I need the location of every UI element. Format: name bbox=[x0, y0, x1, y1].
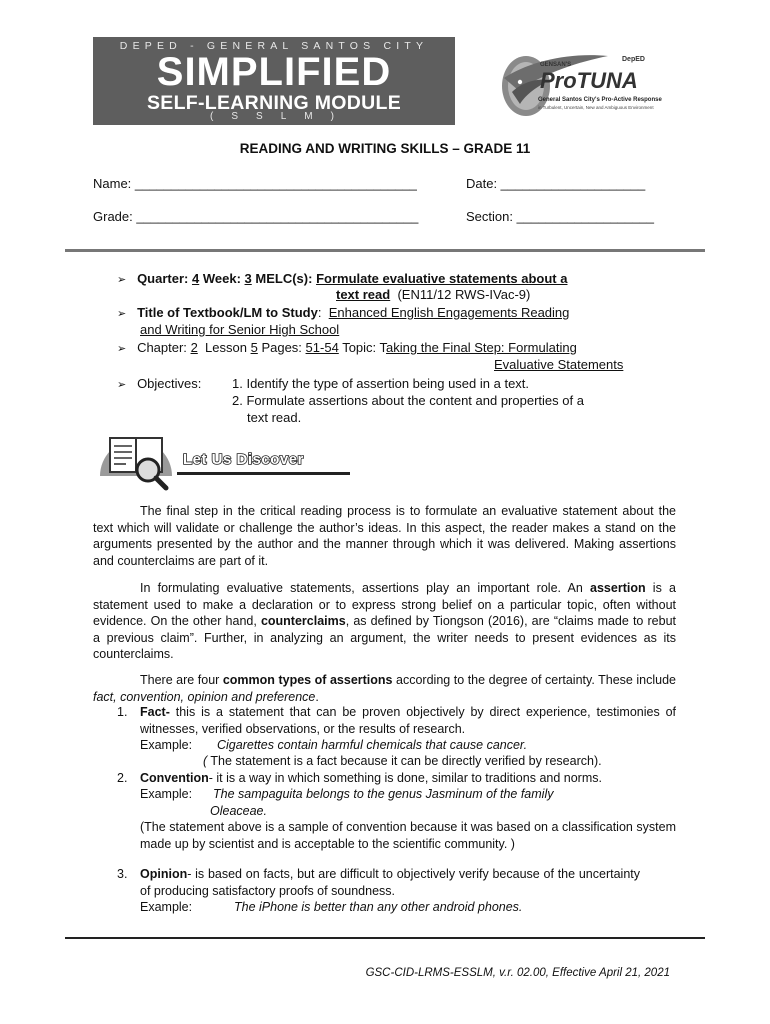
lesson-value: 5 bbox=[250, 340, 258, 355]
chapter-value: 2 bbox=[190, 340, 198, 355]
convention-example: The sampaguita belongs to the genus Jasminum of the family bbox=[213, 787, 554, 801]
quarter-value: 4 bbox=[191, 271, 200, 286]
bullet-objectives bbox=[117, 376, 201, 393]
grade-field[interactable]: Grade: _______________________________________ bbox=[93, 209, 419, 224]
term-fact: Fact- bbox=[140, 705, 170, 719]
module-banner bbox=[93, 37, 455, 125]
bullet-quarter bbox=[117, 271, 567, 288]
bullet-chapter bbox=[117, 340, 577, 357]
list-number-1: 1. bbox=[117, 705, 128, 719]
melc-text: Formulate evaluative statements about a bbox=[316, 271, 568, 286]
logo-gensan-text: GENSAN'S bbox=[540, 62, 572, 68]
paragraph-2 bbox=[93, 580, 676, 663]
melc-code: (EN11/12 RWS-IVac-9) bbox=[397, 287, 531, 302]
name-field[interactable]: Name: _______________________________________ bbox=[93, 176, 417, 191]
list-item-convention bbox=[140, 770, 602, 787]
p3-text-c: according to the degree of certainty. These include bbox=[392, 673, 676, 687]
discover-book-icon bbox=[92, 424, 180, 500]
week-value: 3 bbox=[244, 271, 252, 286]
section-field[interactable]: Section: ___________________ bbox=[466, 209, 654, 224]
list-item-opinion bbox=[140, 866, 640, 899]
section-title-discover: Let Us Discover bbox=[183, 451, 304, 468]
fact-note-paren: ( bbox=[203, 754, 208, 768]
list-number-3: 3. bbox=[117, 867, 128, 881]
logo-tagline-small: in Turbulent, Uncertain, New and Ambiguous Environment bbox=[538, 105, 654, 110]
objective-2-cont: text read. bbox=[247, 410, 302, 425]
topic-line-2 bbox=[494, 357, 623, 373]
paragraph-3 bbox=[93, 672, 676, 705]
p3-text-a: There are four bbox=[140, 673, 223, 687]
fact-example-label: Example: bbox=[140, 738, 193, 752]
paragraph-1: The final step in the critical reading process is to formulate an evaluative statement about the text which will validate or challenge the author’s ideas. In this aspect, the reader makes a stand on the arguments presented by the author and the manner through which it was delivered. Making assertions and counterclaims are part of it. bbox=[93, 504, 676, 568]
banner-abbr: (SSLM) bbox=[210, 111, 352, 122]
term-convention: Convention bbox=[140, 771, 209, 785]
bullet-arrow-icon: ➢ bbox=[117, 343, 127, 355]
fact-note-text: The statement is a fact because it can be directly verified by research). bbox=[207, 754, 602, 768]
p2-text-a: In formulating evaluative statements, assertions play an important role. An bbox=[140, 581, 591, 595]
fact-note bbox=[203, 753, 602, 770]
banner-title: SIMPLIFIED bbox=[156, 50, 392, 94]
bullet-arrow-icon: ➢ bbox=[117, 308, 127, 320]
melc-text-2: text read bbox=[336, 287, 391, 302]
date-field[interactable]: Date: ____________________ bbox=[466, 176, 646, 191]
topic-value-2: Evaluative Statements bbox=[494, 357, 624, 372]
textbook-title-2: and Writing for Senior High School bbox=[140, 322, 340, 337]
term-counterclaims: counterclaims bbox=[260, 614, 346, 628]
convention-note: (The statement above is a sample of convention because it was based on a classification system made up by scientist and is acceptable to the scientific community. ) bbox=[140, 820, 676, 851]
p2-text-c: is a statement used to make a declaration or to express strong belief on a particular topic, often without evidence. On the other hand, bbox=[93, 581, 676, 628]
topic-value: aking the Final Step: Formulating bbox=[386, 340, 577, 355]
list-item-fact bbox=[140, 704, 676, 737]
topic-label: Topic: T bbox=[342, 340, 387, 355]
opinion-example: The iPhone is better than any other android phones. bbox=[234, 900, 523, 914]
pages-value: 51-54 bbox=[305, 340, 339, 355]
objective-2: 2. Formulate assertions about the content and properties of a bbox=[232, 393, 584, 408]
convention-example-cont: Oleaceae. bbox=[210, 804, 267, 818]
textbook-line-2 bbox=[140, 322, 339, 338]
pages-label: Pages: bbox=[261, 340, 302, 355]
p3-text-e: . bbox=[315, 689, 319, 704]
opinion-definition: - is based on facts, but are difficult to objectively verify because of the uncertainty of producing satisfactory proofs of soundness. bbox=[140, 867, 640, 898]
opinion-example-label: Example: bbox=[140, 900, 193, 914]
document-title: READING AND WRITING SKILLS – GRADE 11 bbox=[239, 141, 531, 156]
textbook-title: Enhanced English Engagements Reading bbox=[328, 305, 570, 320]
section-title-underline bbox=[177, 472, 350, 475]
bullet-arrow-icon: ➢ bbox=[117, 274, 127, 286]
lesson-label: Lesson bbox=[205, 340, 247, 355]
bullet-textbook: ➢ Title of Textbook/LM to Study: Enhanced English Engagements Reading bbox=[117, 305, 570, 320]
convention-example-label: Example: bbox=[140, 787, 193, 801]
objectives-label: Objectives: bbox=[137, 376, 202, 391]
bullet-arrow-icon: ➢ bbox=[117, 379, 127, 391]
header-divider bbox=[65, 249, 705, 252]
p2-text-e: , as defined by Tiongson (2016), are “claims made to rebut a previous claim”. Further, in analyzing an argument, the writer needs to present evidences as its counterclaims. bbox=[93, 614, 676, 661]
list-number-2: 2. bbox=[117, 771, 128, 785]
fact-definition: this is a statement that can be proven objectively by direct experience, testimonies of witnesses, verified observations, or the results of research. bbox=[140, 705, 676, 736]
logo-tagline: General Santos City's Pro-Active Response bbox=[538, 97, 662, 103]
term-opinion: Opinion bbox=[140, 867, 188, 881]
quarter-label: Quarter: bbox=[137, 271, 189, 286]
melc-label: MELC(s): bbox=[255, 271, 313, 286]
term-assertion: assertion bbox=[590, 581, 646, 595]
melc-line-2 bbox=[336, 287, 530, 303]
banner-top-text: DEPED - GENERAL SANTOS CITY bbox=[119, 40, 429, 52]
chapter-label: Chapter: bbox=[137, 340, 187, 355]
assertion-types: fact, convention, opinion and preference bbox=[93, 689, 316, 704]
footer-code: GSC-CID-LRMS-ESSLM, v.r. 02.00, Effective April 21, 2021 bbox=[365, 967, 670, 979]
week-label: Week: bbox=[202, 271, 241, 286]
objective-1: 1. Identify the type of assertion being used in a text. bbox=[232, 376, 530, 391]
term-common-assertions: common types of assertions bbox=[222, 673, 393, 687]
footer-divider bbox=[65, 937, 705, 939]
fact-example: Cigarettes contain harmful chemicals that cause cancer. bbox=[217, 738, 528, 752]
textbook-label: Title of Textbook/LM to Study bbox=[137, 305, 318, 320]
logo-name: ProTUNA bbox=[540, 68, 638, 93]
logo-deped-text: DepED bbox=[622, 56, 645, 63]
banner-subtitle: SELF-LEARNING MODULE bbox=[146, 92, 402, 114]
convention-definition: - it is a way in which something is done, similar to traditions and norms. bbox=[208, 771, 602, 785]
